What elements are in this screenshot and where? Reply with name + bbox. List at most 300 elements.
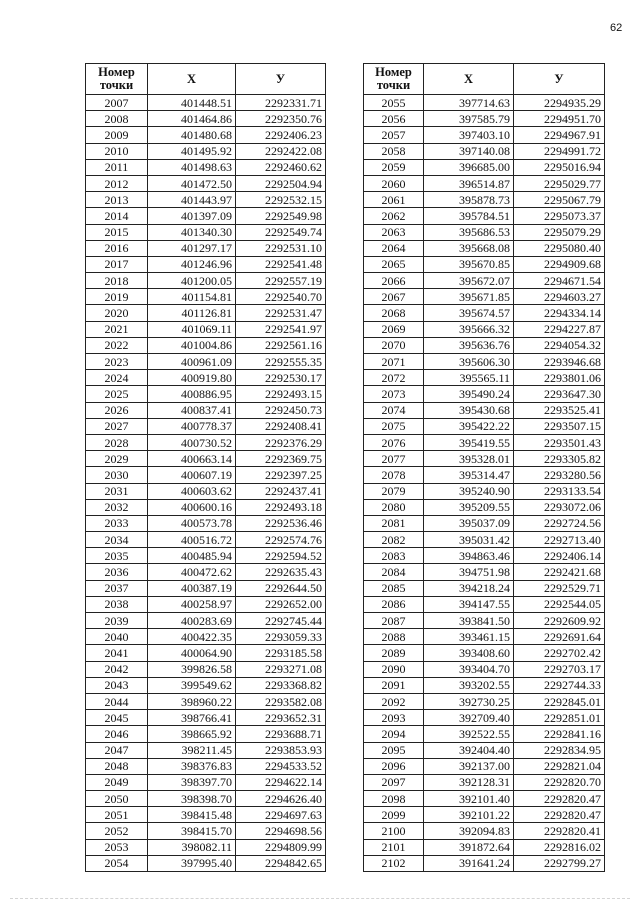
- table-row: [364, 726, 605, 742]
- point-number-cell: 2019: [86, 289, 148, 305]
- point-number-cell: 2043: [86, 677, 148, 693]
- header-point-number-text: Номер точки: [375, 65, 412, 92]
- table-row: [364, 532, 605, 548]
- point-number-cell: 2077: [364, 451, 424, 467]
- table-header-row: [364, 64, 605, 95]
- point-number-cell: 2035: [86, 548, 148, 564]
- x-coordinate-cell: 401126.81: [148, 305, 236, 321]
- x-coordinate-cell: 401069.11: [148, 321, 236, 337]
- table-row: [364, 159, 605, 175]
- point-number-cell: 2067: [364, 289, 424, 305]
- table-row: [86, 742, 326, 758]
- table-header-row: [86, 64, 326, 95]
- point-number-cell: 2061: [364, 192, 424, 208]
- table-row: [364, 629, 605, 645]
- x-coordinate-cell: 395666.32: [424, 321, 514, 337]
- x-coordinate-cell: 400422.35: [148, 629, 236, 645]
- x-coordinate-cell: 394863.46: [424, 548, 514, 564]
- y-coordinate-cell: 2292450.73: [236, 402, 326, 418]
- y-coordinate-cell: 2293525.41: [514, 402, 605, 418]
- x-coordinate-cell: 398082.11: [148, 839, 236, 855]
- table-row: [364, 661, 605, 677]
- table-row: [364, 807, 605, 823]
- table-row: [364, 515, 605, 531]
- x-coordinate-cell: 395878.73: [424, 192, 514, 208]
- point-number-cell: 2099: [364, 807, 424, 823]
- x-coordinate-cell: 400516.72: [148, 532, 236, 548]
- point-number-cell: 2088: [364, 629, 424, 645]
- table-row: [86, 192, 326, 208]
- y-coordinate-cell: 2292820.47: [514, 807, 605, 823]
- y-coordinate-cell: 2294054.32: [514, 337, 605, 353]
- x-coordinate-cell: 392730.25: [424, 693, 514, 709]
- table-row: [86, 354, 326, 370]
- x-coordinate-cell: 400573.78: [148, 515, 236, 531]
- table-row: [86, 273, 326, 289]
- y-coordinate-cell: 2292691.64: [514, 629, 605, 645]
- x-coordinate-cell: 398415.70: [148, 823, 236, 839]
- point-number-cell: 2056: [364, 111, 424, 127]
- x-coordinate-cell: 393841.50: [424, 613, 514, 629]
- x-coordinate-cell: 397995.40: [148, 855, 236, 871]
- table-row: [364, 386, 605, 402]
- point-number-cell: 2013: [86, 192, 148, 208]
- y-coordinate-cell: 2293853.93: [236, 742, 326, 758]
- table-row: [86, 548, 326, 564]
- x-coordinate-cell: 401443.97: [148, 192, 236, 208]
- x-coordinate-cell: 401472.50: [148, 175, 236, 191]
- table-row: [86, 726, 326, 742]
- x-coordinate-cell: 398960.22: [148, 693, 236, 709]
- x-coordinate-cell: 392404.40: [424, 742, 514, 758]
- table-row: [364, 499, 605, 515]
- y-coordinate-cell: 2292549.98: [236, 208, 326, 224]
- x-coordinate-cell: 401004.86: [148, 337, 236, 353]
- point-number-cell: 2052: [86, 823, 148, 839]
- x-coordinate-cell: 400837.41: [148, 402, 236, 418]
- point-number-cell: 2100: [364, 823, 424, 839]
- y-coordinate-cell: 2292540.70: [236, 289, 326, 305]
- x-coordinate-cell: 397714.63: [424, 95, 514, 111]
- x-coordinate-cell: 393404.70: [424, 661, 514, 677]
- table-row: [364, 742, 605, 758]
- x-coordinate-cell: 398398.70: [148, 791, 236, 807]
- point-number-cell: 2050: [86, 791, 148, 807]
- y-coordinate-cell: 2292331.71: [236, 95, 326, 111]
- y-coordinate-cell: 2292369.75: [236, 451, 326, 467]
- table-row: [364, 402, 605, 418]
- table-row: [364, 127, 605, 143]
- table-row: [364, 321, 605, 337]
- x-coordinate-cell: 392101.22: [424, 807, 514, 823]
- point-number-cell: 2032: [86, 499, 148, 515]
- y-coordinate-cell: 2292609.92: [514, 613, 605, 629]
- point-number-cell: 2046: [86, 726, 148, 742]
- y-coordinate-cell: 2293185.58: [236, 645, 326, 661]
- x-coordinate-cell: 395328.01: [424, 451, 514, 467]
- point-number-cell: 2095: [364, 742, 424, 758]
- y-coordinate-cell: 2294533.52: [236, 758, 326, 774]
- point-number-cell: 2096: [364, 758, 424, 774]
- point-number-cell: 2101: [364, 839, 424, 855]
- x-coordinate-cell: 400607.19: [148, 467, 236, 483]
- table-row: [86, 111, 326, 127]
- table-row: [364, 370, 605, 386]
- table-row: [86, 143, 326, 159]
- table-row: [364, 596, 605, 612]
- table-row: [86, 289, 326, 305]
- point-number-cell: 2065: [364, 256, 424, 272]
- table-row: [86, 580, 326, 596]
- point-number-cell: 2102: [364, 855, 424, 871]
- y-coordinate-cell: 2293582.08: [236, 693, 326, 709]
- point-number-cell: 2093: [364, 710, 424, 726]
- y-coordinate-cell: 2292816.02: [514, 839, 605, 855]
- y-coordinate-cell: 2292406.23: [236, 127, 326, 143]
- y-coordinate-cell: 2292713.40: [514, 532, 605, 548]
- y-coordinate-cell: 2292408.41: [236, 418, 326, 434]
- x-coordinate-cell: 391641.24: [424, 855, 514, 871]
- table-row: [364, 758, 605, 774]
- header-y: У: [236, 64, 326, 95]
- table-row: [364, 645, 605, 661]
- x-coordinate-cell: 395314.47: [424, 467, 514, 483]
- table-row: [364, 305, 605, 321]
- coordinates-table-left: [85, 63, 326, 872]
- x-coordinate-cell: 401448.51: [148, 95, 236, 111]
- y-coordinate-cell: 2292644.50: [236, 580, 326, 596]
- y-coordinate-cell: 2292529.71: [514, 580, 605, 596]
- table-row: [364, 143, 605, 159]
- y-coordinate-cell: 2292574.76: [236, 532, 326, 548]
- y-coordinate-cell: 2292493.15: [236, 386, 326, 402]
- table-row: [364, 839, 605, 855]
- table-row: [86, 807, 326, 823]
- table-row: [86, 499, 326, 515]
- point-number-cell: 2021: [86, 321, 148, 337]
- table-row: [364, 273, 605, 289]
- x-coordinate-cell: 395430.68: [424, 402, 514, 418]
- x-coordinate-cell: 398397.70: [148, 774, 236, 790]
- point-number-cell: 2031: [86, 483, 148, 499]
- point-number-cell: 2075: [364, 418, 424, 434]
- y-coordinate-cell: 2292460.62: [236, 159, 326, 175]
- y-coordinate-cell: 2293647.30: [514, 386, 605, 402]
- table-row: [86, 839, 326, 855]
- y-coordinate-cell: 2292549.74: [236, 224, 326, 240]
- header-point-number: [86, 64, 148, 95]
- point-number-cell: 2071: [364, 354, 424, 370]
- table-row: [364, 256, 605, 272]
- x-coordinate-cell: 400886.95: [148, 386, 236, 402]
- x-coordinate-cell: 398665.92: [148, 726, 236, 742]
- x-coordinate-cell: 401464.86: [148, 111, 236, 127]
- table-row: [364, 467, 605, 483]
- y-coordinate-cell: 2292851.01: [514, 710, 605, 726]
- x-coordinate-cell: 395636.76: [424, 337, 514, 353]
- point-number-cell: 2044: [86, 693, 148, 709]
- x-coordinate-cell: 395031.42: [424, 532, 514, 548]
- x-coordinate-cell: 400064.90: [148, 645, 236, 661]
- point-number-cell: 2028: [86, 434, 148, 450]
- x-coordinate-cell: 401498.63: [148, 159, 236, 175]
- x-coordinate-cell: 393202.55: [424, 677, 514, 693]
- table-row: [86, 370, 326, 386]
- point-number-cell: 2016: [86, 240, 148, 256]
- table-row: [364, 111, 605, 127]
- page-number: 62: [610, 22, 623, 34]
- x-coordinate-cell: 397140.08: [424, 143, 514, 159]
- y-coordinate-cell: 2294842.65: [236, 855, 326, 871]
- point-number-cell: 2092: [364, 693, 424, 709]
- x-coordinate-cell: 395672.07: [424, 273, 514, 289]
- y-coordinate-cell: 2292594.52: [236, 548, 326, 564]
- x-coordinate-cell: 395209.55: [424, 499, 514, 515]
- y-coordinate-cell: 2292530.17: [236, 370, 326, 386]
- y-coordinate-cell: 2292635.43: [236, 564, 326, 580]
- table-row: [86, 758, 326, 774]
- x-coordinate-cell: 399826.58: [148, 661, 236, 677]
- x-coordinate-cell: 395606.30: [424, 354, 514, 370]
- y-coordinate-cell: 2293507.15: [514, 418, 605, 434]
- point-number-cell: 2085: [364, 580, 424, 596]
- point-number-cell: 2098: [364, 791, 424, 807]
- x-coordinate-cell: 400485.94: [148, 548, 236, 564]
- point-number-cell: 2049: [86, 774, 148, 790]
- y-coordinate-cell: 2292421.68: [514, 564, 605, 580]
- y-coordinate-cell: 2292532.15: [236, 192, 326, 208]
- x-coordinate-cell: 396514.87: [424, 175, 514, 191]
- x-coordinate-cell: 393461.15: [424, 629, 514, 645]
- point-number-cell: 2017: [86, 256, 148, 272]
- scan-artifact-line: [10, 898, 630, 900]
- x-coordinate-cell: 400663.14: [148, 451, 236, 467]
- x-coordinate-cell: 395422.22: [424, 418, 514, 434]
- point-number-cell: 2073: [364, 386, 424, 402]
- y-coordinate-cell: 2292841.16: [514, 726, 605, 742]
- header-x: X: [424, 64, 514, 95]
- y-coordinate-cell: 2292536.46: [236, 515, 326, 531]
- x-coordinate-cell: 392094.83: [424, 823, 514, 839]
- table-row: [86, 159, 326, 175]
- y-coordinate-cell: 2292821.04: [514, 758, 605, 774]
- x-coordinate-cell: 395784.51: [424, 208, 514, 224]
- point-number-cell: 2012: [86, 175, 148, 191]
- x-coordinate-cell: 395565.11: [424, 370, 514, 386]
- table-row: [86, 321, 326, 337]
- point-number-cell: 2083: [364, 548, 424, 564]
- point-number-cell: 2082: [364, 532, 424, 548]
- table-row: [364, 337, 605, 353]
- table-row: [364, 791, 605, 807]
- table-row: [86, 386, 326, 402]
- point-number-cell: 2038: [86, 596, 148, 612]
- x-coordinate-cell: 392137.00: [424, 758, 514, 774]
- table-row: [86, 402, 326, 418]
- y-coordinate-cell: 2294622.14: [236, 774, 326, 790]
- point-number-cell: 2076: [364, 434, 424, 450]
- x-coordinate-cell: 401200.05: [148, 273, 236, 289]
- table-row: [86, 677, 326, 693]
- x-coordinate-cell: 401297.17: [148, 240, 236, 256]
- y-coordinate-cell: 2293368.82: [236, 677, 326, 693]
- point-number-cell: 2055: [364, 95, 424, 111]
- point-number-cell: 2034: [86, 532, 148, 548]
- point-number-cell: 2033: [86, 515, 148, 531]
- point-number-cell: 2007: [86, 95, 148, 111]
- y-coordinate-cell: 2292557.19: [236, 273, 326, 289]
- point-number-cell: 2015: [86, 224, 148, 240]
- x-coordinate-cell: 400961.09: [148, 354, 236, 370]
- table-row: [364, 613, 605, 629]
- x-coordinate-cell: 400258.97: [148, 596, 236, 612]
- table-row: [86, 774, 326, 790]
- point-number-cell: 2063: [364, 224, 424, 240]
- y-coordinate-cell: 2294626.40: [236, 791, 326, 807]
- y-coordinate-cell: 2292820.47: [514, 791, 605, 807]
- x-coordinate-cell: 391872.64: [424, 839, 514, 855]
- table-row: [86, 693, 326, 709]
- point-number-cell: 2011: [86, 159, 148, 175]
- point-number-cell: 2062: [364, 208, 424, 224]
- y-coordinate-cell: 2292422.08: [236, 143, 326, 159]
- point-number-cell: 2086: [364, 596, 424, 612]
- y-coordinate-cell: 2294697.63: [236, 807, 326, 823]
- y-coordinate-cell: 2292561.16: [236, 337, 326, 353]
- y-coordinate-cell: 2294967.91: [514, 127, 605, 143]
- table-row: [86, 337, 326, 353]
- x-coordinate-cell: 401397.09: [148, 208, 236, 224]
- x-coordinate-cell: 401480.68: [148, 127, 236, 143]
- table-row: [86, 791, 326, 807]
- x-coordinate-cell: 397403.10: [424, 127, 514, 143]
- table-row: [86, 451, 326, 467]
- x-coordinate-cell: 400600.16: [148, 499, 236, 515]
- table-row: [86, 823, 326, 839]
- table-row: [86, 95, 326, 111]
- table-row: [86, 240, 326, 256]
- table-row: [86, 613, 326, 629]
- x-coordinate-cell: 397585.79: [424, 111, 514, 127]
- x-coordinate-cell: 395037.09: [424, 515, 514, 531]
- table-row: [364, 192, 605, 208]
- x-coordinate-cell: 394751.98: [424, 564, 514, 580]
- x-coordinate-cell: 400919.80: [148, 370, 236, 386]
- table-row: [364, 710, 605, 726]
- x-coordinate-cell: 398415.48: [148, 807, 236, 823]
- table-row: [86, 855, 326, 871]
- x-coordinate-cell: 400730.52: [148, 434, 236, 450]
- x-coordinate-cell: 400387.19: [148, 580, 236, 596]
- x-coordinate-cell: 392709.40: [424, 710, 514, 726]
- table-row: [86, 127, 326, 143]
- x-coordinate-cell: 400472.62: [148, 564, 236, 580]
- y-coordinate-cell: 2293652.31: [236, 710, 326, 726]
- table-row: [86, 532, 326, 548]
- y-coordinate-cell: 2293133.54: [514, 483, 605, 499]
- x-coordinate-cell: 395674.57: [424, 305, 514, 321]
- table-row: [86, 564, 326, 580]
- y-coordinate-cell: 2292820.41: [514, 823, 605, 839]
- table-row: [86, 710, 326, 726]
- y-coordinate-cell: 2292702.42: [514, 645, 605, 661]
- point-number-cell: 2020: [86, 305, 148, 321]
- point-number-cell: 2097: [364, 774, 424, 790]
- table-row: [364, 418, 605, 434]
- point-number-cell: 2048: [86, 758, 148, 774]
- point-number-cell: 2069: [364, 321, 424, 337]
- table-row: [364, 774, 605, 790]
- point-number-cell: 2041: [86, 645, 148, 661]
- y-coordinate-cell: 2292744.33: [514, 677, 605, 693]
- table-row: [364, 224, 605, 240]
- point-number-cell: 2078: [364, 467, 424, 483]
- x-coordinate-cell: 398766.41: [148, 710, 236, 726]
- y-coordinate-cell: 2292834.95: [514, 742, 605, 758]
- y-coordinate-cell: 2292350.76: [236, 111, 326, 127]
- y-coordinate-cell: 2293271.08: [236, 661, 326, 677]
- y-coordinate-cell: 2292799.27: [514, 855, 605, 871]
- x-coordinate-cell: 398211.45: [148, 742, 236, 758]
- y-coordinate-cell: 2292820.70: [514, 774, 605, 790]
- point-number-cell: 2084: [364, 564, 424, 580]
- y-coordinate-cell: 2294334.14: [514, 305, 605, 321]
- x-coordinate-cell: 401495.92: [148, 143, 236, 159]
- header-point-number-text: Номер точки: [98, 65, 135, 92]
- point-number-cell: 2070: [364, 337, 424, 353]
- y-coordinate-cell: 2293305.82: [514, 451, 605, 467]
- point-number-cell: 2023: [86, 354, 148, 370]
- table-row: [86, 661, 326, 677]
- y-coordinate-cell: 2292845.01: [514, 693, 605, 709]
- table-row: [364, 354, 605, 370]
- point-number-cell: 2042: [86, 661, 148, 677]
- point-number-cell: 2036: [86, 564, 148, 580]
- point-number-cell: 2008: [86, 111, 148, 127]
- x-coordinate-cell: 392101.40: [424, 791, 514, 807]
- table-row: [86, 596, 326, 612]
- table-row: [86, 208, 326, 224]
- y-coordinate-cell: 2294991.72: [514, 143, 605, 159]
- x-coordinate-cell: 401154.81: [148, 289, 236, 305]
- table-row: [364, 693, 605, 709]
- table-row: [86, 256, 326, 272]
- header-y: У: [514, 64, 605, 95]
- y-coordinate-cell: 2292724.56: [514, 515, 605, 531]
- y-coordinate-cell: 2295029.77: [514, 175, 605, 191]
- table-row: [364, 823, 605, 839]
- point-number-cell: 2026: [86, 402, 148, 418]
- point-number-cell: 2068: [364, 305, 424, 321]
- y-coordinate-cell: 2292541.48: [236, 256, 326, 272]
- y-coordinate-cell: 2292531.47: [236, 305, 326, 321]
- table-row: [364, 580, 605, 596]
- y-coordinate-cell: 2293501.43: [514, 434, 605, 450]
- y-coordinate-cell: 2292504.94: [236, 175, 326, 191]
- y-coordinate-cell: 2293946.68: [514, 354, 605, 370]
- point-number-cell: 2040: [86, 629, 148, 645]
- point-number-cell: 2037: [86, 580, 148, 596]
- point-number-cell: 2009: [86, 127, 148, 143]
- table-row: [86, 224, 326, 240]
- x-coordinate-cell: 395419.55: [424, 434, 514, 450]
- point-number-cell: 2080: [364, 499, 424, 515]
- point-number-cell: 2087: [364, 613, 424, 629]
- point-number-cell: 2060: [364, 175, 424, 191]
- y-coordinate-cell: 2294698.56: [236, 823, 326, 839]
- table-row: [86, 418, 326, 434]
- x-coordinate-cell: 400778.37: [148, 418, 236, 434]
